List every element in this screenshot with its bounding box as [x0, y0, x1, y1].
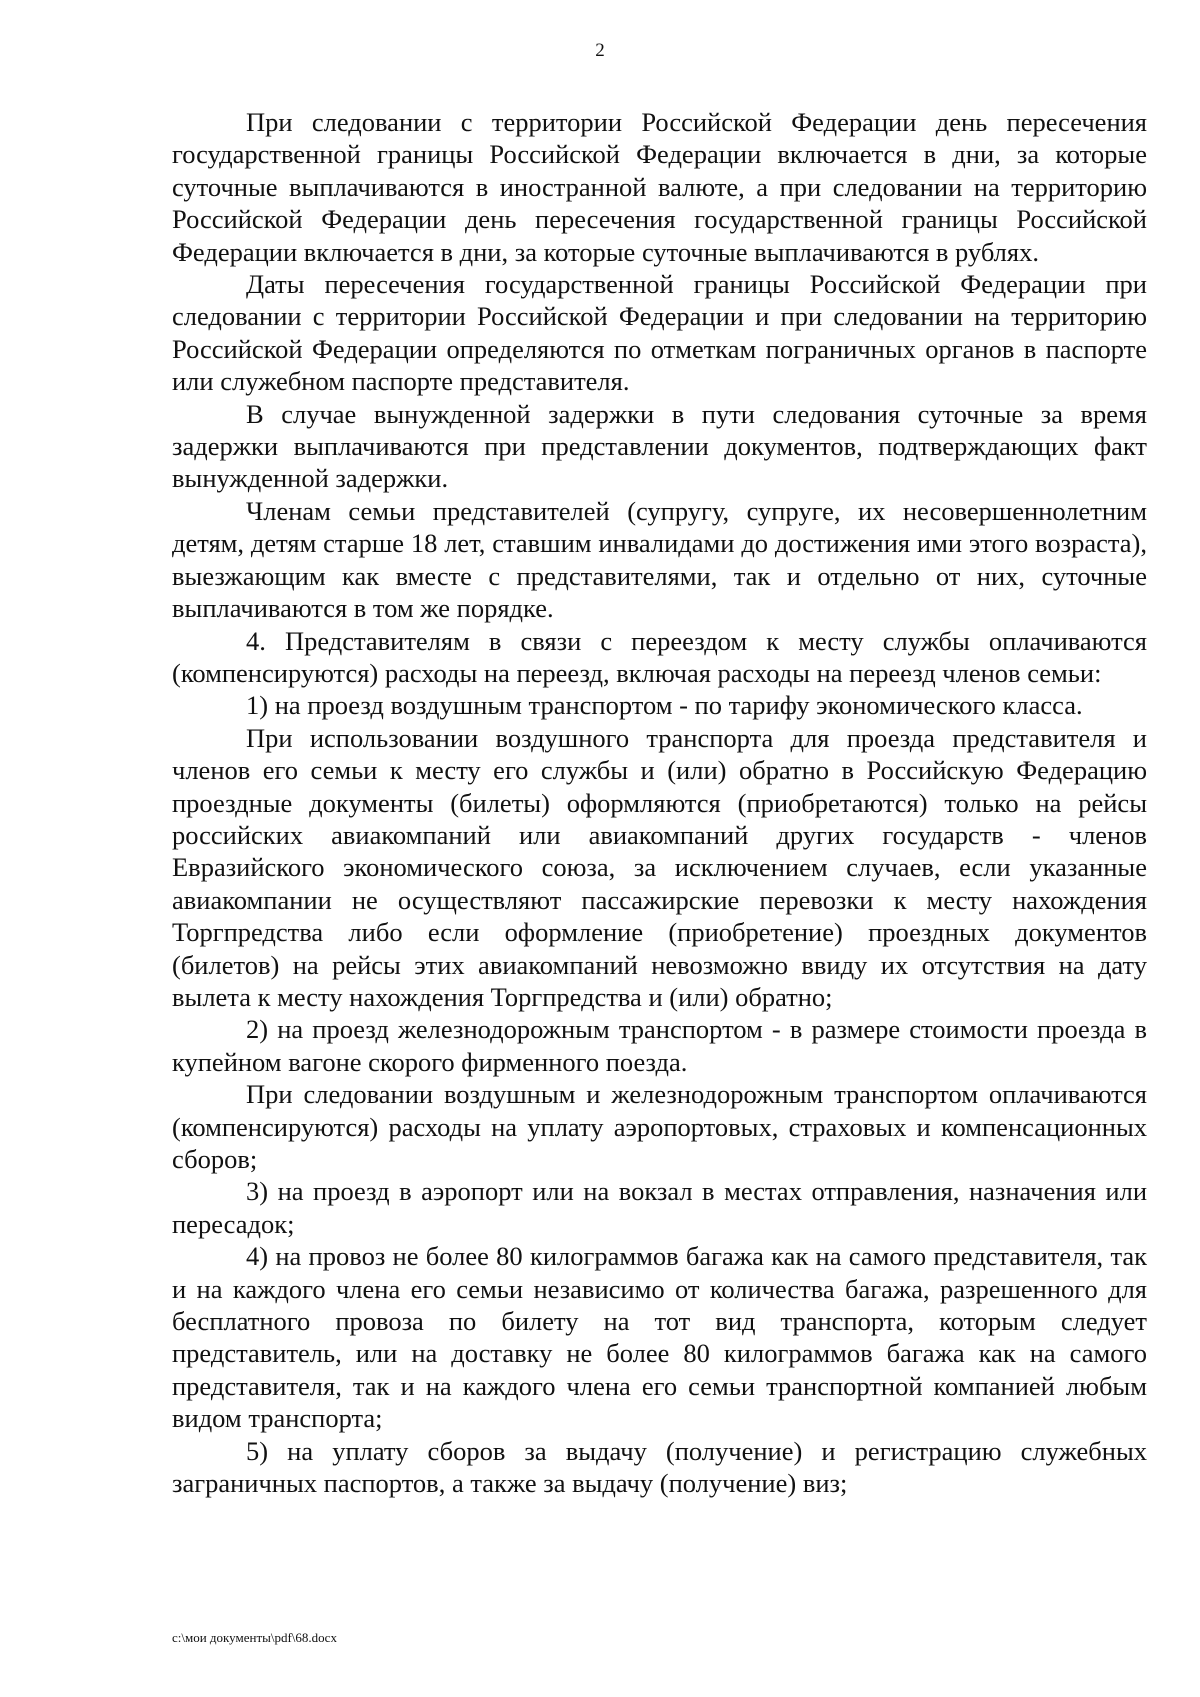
paragraph: Членам семьи представителей (супругу, супруге, их несовершеннолетним детям, детям старше 18 лет, ставшим инвалидами до достижения ими этого возраста), выезжающим как вместе с представителями, так и отдельно от них, суточные выплачиваются в том же порядке.	[172, 495, 1147, 624]
page-number: 2	[595, 40, 605, 61]
paragraph: При следовании воздушным и железнодорожным транспортом оплачиваются (компенсируются) расходы на уплату аэропортовых, страховых и компенсационных сборов;	[172, 1079, 1147, 1174]
paragraph: 1) на проезд воздушным транспортом - по тарифу экономического класса.	[246, 690, 1083, 721]
document-body	[172, 106, 1147, 1499]
paragraph: 5) на уплату сборов за выдачу (получение) и регистрацию служебных заграничных паспортов, а также за выдачу (получение) виз;	[172, 1435, 1147, 1499]
paragraph: 2) на проезд железнодорожным транспортом - в размере стоимости проезда в купейном вагоне скорого фирменного поезда.	[172, 1014, 1147, 1077]
paragraph: Даты пересечения государственной границы Российской Федерации при следовании с территории Российской Федерации и при следовании на территорию Российской Федерации определяются по отметкам пограничных органов в паспорте или служебном паспорте представителя.	[172, 269, 1147, 397]
footer-file-path: c:\мои документы\pdf\68.docx	[172, 1630, 337, 1645]
paragraph: 4) на провоз не более 80 килограммов багажа как на самого представителя, так и на каждого члена его семьи независимо от количества багажа, разрешенного для бесплатного провоза по билету на тот вид транспорта, которым следует представитель, или на доставку не более 80 килограммов багажа как на самого представителя, так и на каждого члена его семьи транспортной компанией любым видом транспорта;	[172, 1241, 1147, 1434]
paragraph: 3) на проезд в аэропорт или на вокзал в местах отправления, назначения или пересадок;	[172, 1176, 1147, 1239]
paragraph: В случае вынужденной задержки в пути следования суточные за время задержки выплачиваются при представлении документов, подтверждающих факт вынужденной задержки.	[172, 398, 1147, 494]
paragraph: 4. Представителям в связи с переездом к месту службы оплачиваются (компенсируются) расходы на переезд, включая расходы на переезд членов семьи:	[172, 625, 1147, 688]
paragraph: При следовании с территории Российской Федерации день пересечения государственной границы Российской Федерации включается в дни, за которые суточные выплачиваются в иностранной валюте, а при следовании на территорию Российской Федерации день пересечения государственной границы Российской Федерации включается в дни, за которые суточные выплачиваются в рублях.	[172, 107, 1147, 267]
paragraph: При использовании воздушного транспорта для проезда представителя и членов его семьи к месту его службы и (или) обратно в Российскую Федерацию проездные документы (билеты) оформляются (приобретаются) только на рейсы российских авиакомпаний или авиакомпаний других государств - членов Евразийского экономического союза, за исключением случаев, если указанные авиакомпании не осуществляют пассажирские перевозки к месту нахождения Торгпредства либо если оформление (приобретение) проездных документов (билетов) на рейсы этих авиакомпаний невозможно ввиду их отсутствия на дату вылета к месту нахождения Торгпредства и (или) обратно;	[172, 722, 1147, 1012]
